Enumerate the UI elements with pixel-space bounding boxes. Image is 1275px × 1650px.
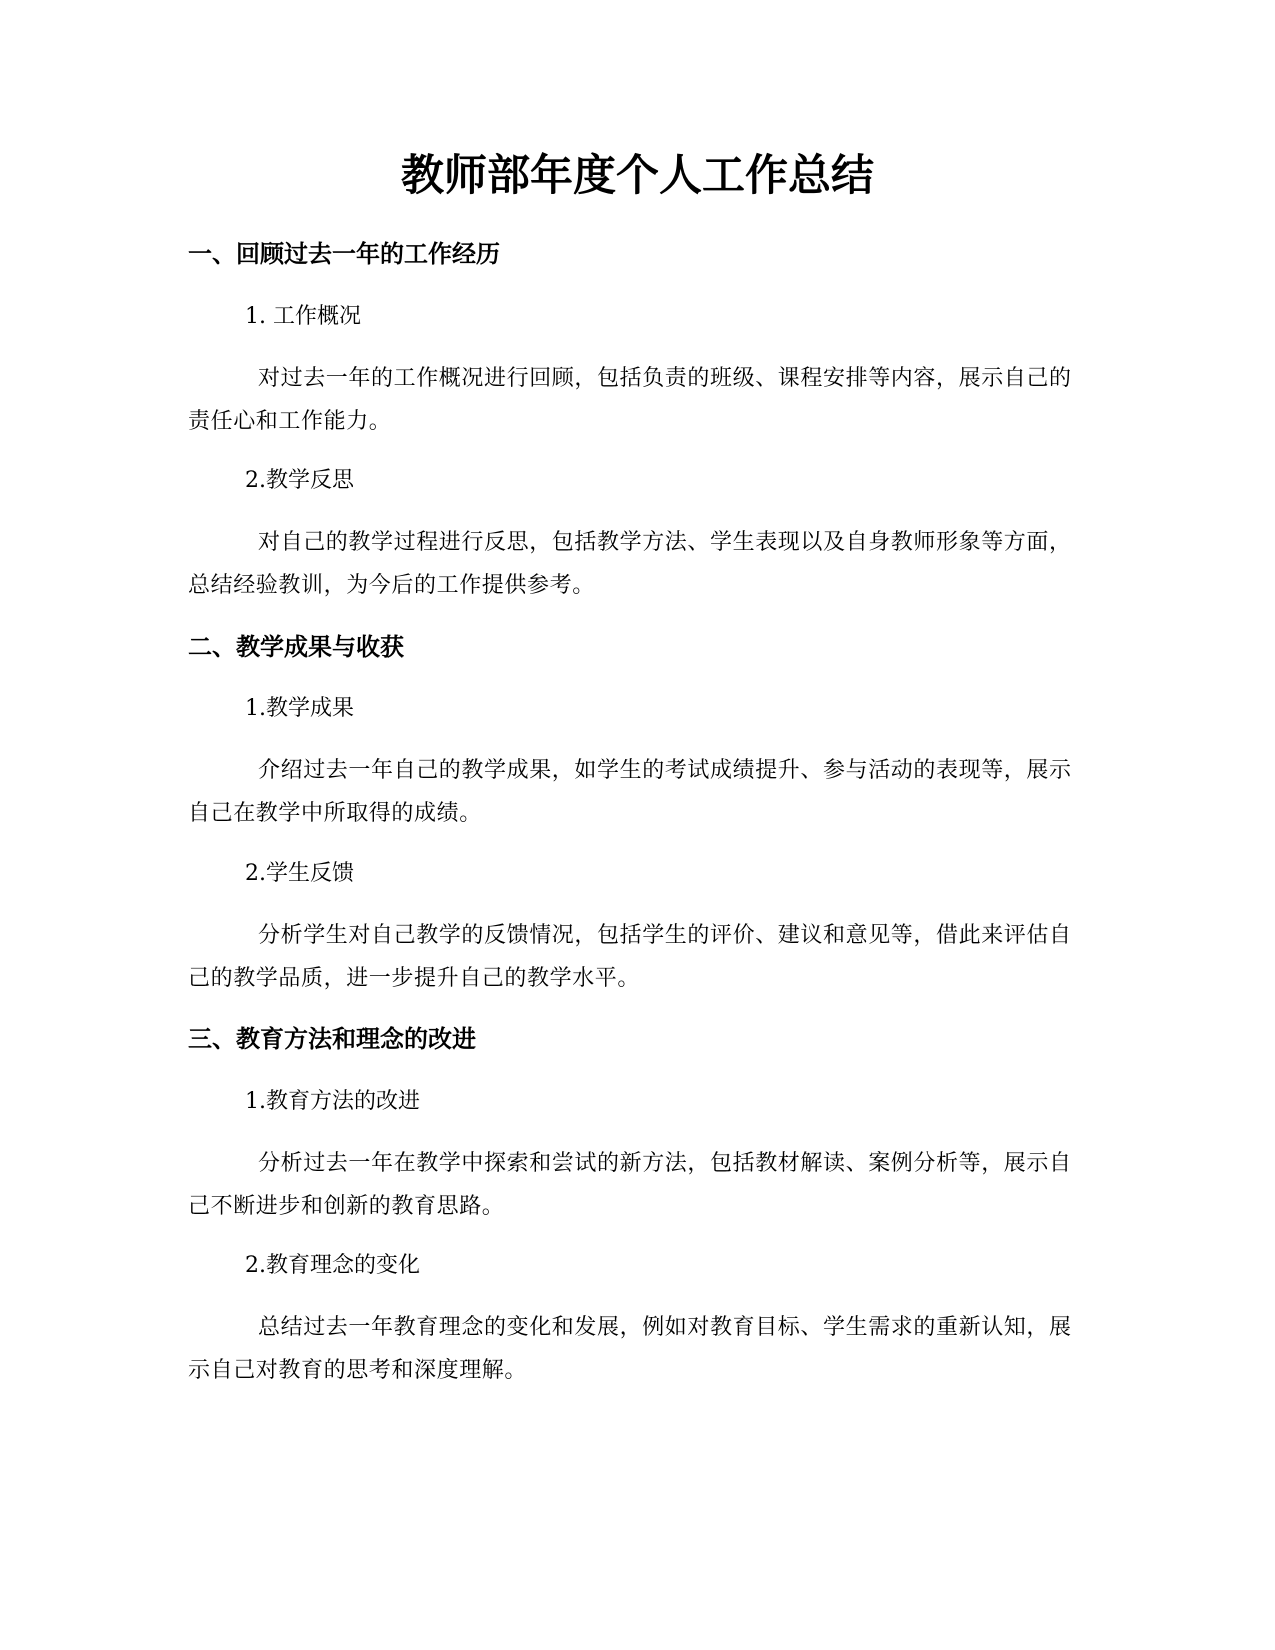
paragraph-3-2: 总结过去一年教育理念的变化和发展，例如对教育目标、学生需求的重新认知，展示自己对教育的思考和深度理解。 bbox=[188, 1315, 1072, 1383]
paragraph-2-2: 分析学生对自己教学的反馈情况，包括学生的评价、建议和意见等，借此来评估自己的教学品质，进一步提升自己的教学水平。 bbox=[188, 923, 1072, 991]
subheading-3-1: 1.教育方法的改进 bbox=[245, 1089, 420, 1114]
paragraph-1-2: 对自己的教学过程进行反思，包括教学方法、学生表现以及自身教师形象等方面，总结经验教训，为今后的工作提供参考。 bbox=[188, 530, 1072, 598]
paragraph-3-1: 分析过去一年在教学中探索和尝试的新方法，包括教材解读、案例分析等，展示自己不断进步和创新的教育思路。 bbox=[188, 1151, 1072, 1219]
subheading-1-1: 1. 工作概况 bbox=[245, 304, 361, 329]
section-heading-3: 三、教育方法和理念的改进 bbox=[188, 1025, 476, 1053]
subheading-2-2: 2.学生反馈 bbox=[245, 861, 354, 886]
subheading-2-1: 1.教学成果 bbox=[245, 696, 354, 721]
subheading-3-2: 2.教育理念的变化 bbox=[245, 1253, 420, 1278]
document-title: 教师部年度个人工作总结 bbox=[401, 151, 874, 201]
section-heading-1: 一、回顾过去一年的工作经历 bbox=[188, 240, 500, 268]
paragraph-1-1: 对过去一年的工作概况进行回顾，包括负责的班级、课程安排等内容，展示自己的责任心和工作能力。 bbox=[188, 366, 1072, 434]
section-heading-2: 二、教学成果与收获 bbox=[188, 633, 404, 661]
paragraph-2-1: 介绍过去一年自己的教学成果，如学生的考试成绩提升、参与活动的表现等，展示自己在教学中所取得的成绩。 bbox=[188, 758, 1072, 826]
subheading-1-2: 2.教学反思 bbox=[245, 468, 354, 493]
